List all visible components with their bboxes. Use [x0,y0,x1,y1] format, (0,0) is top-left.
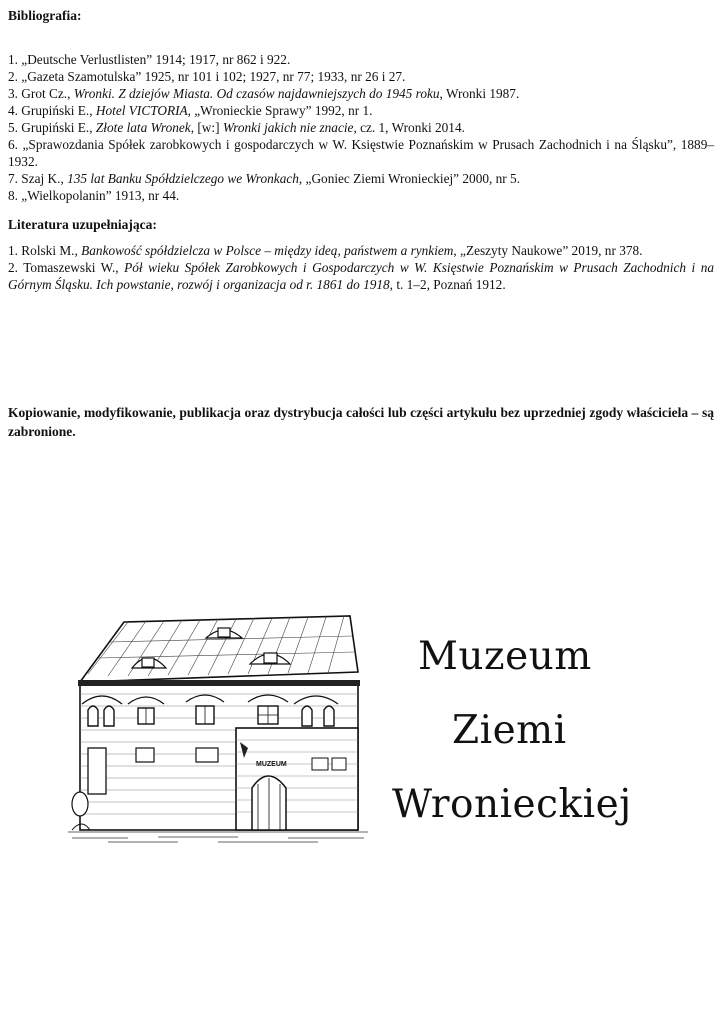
museum-logo-line2: Ziemi [452,708,567,753]
bibliography-heading: Bibliografia: [8,8,82,23]
supplementary-list [8,242,714,293]
bibliography-item-text: 5. Grupiński E., [8,120,96,135]
supplementary-item-text: Bankowość spółdzielcza w Polsce – między ideą, państwem a rynkiem [81,243,454,258]
bibliography-item [8,119,714,136]
bibliography-item [8,51,714,68]
bibliography-item-text: 8. „Wielkopolanin” 1913, nr 44. [8,188,180,203]
bibliography-item-text: 7. Szaj K., [8,171,68,186]
supplementary-item-text: , t. 1–2, Poznań 1912. [389,277,506,292]
bibliography-item-text: 1. „Deutsche Verlustlisten” 1914; 1917, nr 862 i 922. [8,52,291,67]
bibliography-item-text: 6. „Sprawozdania Spółek zarobkowych i gospodarczych w W. Księstwie Poznańskim w Prusach Zachodnich i na Śląsku”, 1889–1932. [8,137,714,169]
supplementary-heading: Literatura uzupełniająca: [8,217,157,232]
bibliography-item [8,85,714,102]
supplementary-item-text: , „Zeszyty Naukowe” 2019, nr 378. [453,243,643,258]
bibliography-item-text: Wronki jakich nie znacie [222,120,354,135]
bibliography-item-text: Złote lata Wronek [95,120,191,135]
bibliography-item [8,136,714,170]
bibliography-list [8,51,714,204]
bibliography-item-text: , Wronki 1987. [439,86,520,101]
museum-logo-line1: Muzeum [418,634,592,679]
bibliography-item-text: , [w:] [190,120,223,135]
bibliography-item-text: 2. „Gazeta Szamotulska” 1925, nr 101 i 102; 1927, nr 77; 1933, nr 26 i 27. [8,69,406,84]
bibliography-item [8,102,714,119]
bibliography-item-text: , cz. 1, Wronki 2014. [353,120,465,135]
supplementary-item [8,259,714,293]
bibliography-item-text: , „Wronieckie Sprawy” 1992, nr 1. [187,103,373,118]
bibliography-item [8,68,714,85]
supplementary-item-text: 2. Tomaszewski W., [8,260,125,275]
supplementary-item-text: Pół wieku Spółek Zarobkowych i Gospodarczych w W. Księstwie Poznańskim w Prusach Zachodnich i na Górnym Śląsku. Ich powstanie, rozwój i organizacja od r. 1861 do 1918 [8,260,714,292]
building-sign: MUZEUM [256,761,287,768]
supplementary-item-text: 1. Rolski M., [8,243,82,258]
bibliography-item-text: 3. Grot Cz., [8,86,74,101]
museum-building-drawing [68,608,380,844]
bibliography-item-text: , „Goniec Ziemi Wronieckiej” 2000, nr 5. [298,171,521,186]
copyright-notice: Kopiowanie, modyfikowanie, publikacja oraz dystrybucja całości lub części artykułu bez uprzedniej zgody właściciela – są zabronione. [8,405,714,439]
supplementary-item [8,242,714,259]
bibliography-item-text: 4. Grupiński E., [8,103,96,118]
bibliography-item [8,187,714,204]
bibliography-item-text: Hotel VICTORIA [95,103,188,118]
bibliography-item [8,170,714,187]
bibliography-item-text: Wronki. Z dziejów Miasta. Od czasów najdawniejszych do 1945 roku [73,86,440,101]
bibliography-item-text: 135 lat Banku Spółdzielczego we Wronkach [67,171,299,186]
building-roof [80,616,358,682]
museum-logo-line3: Wronieckiej [392,782,632,827]
